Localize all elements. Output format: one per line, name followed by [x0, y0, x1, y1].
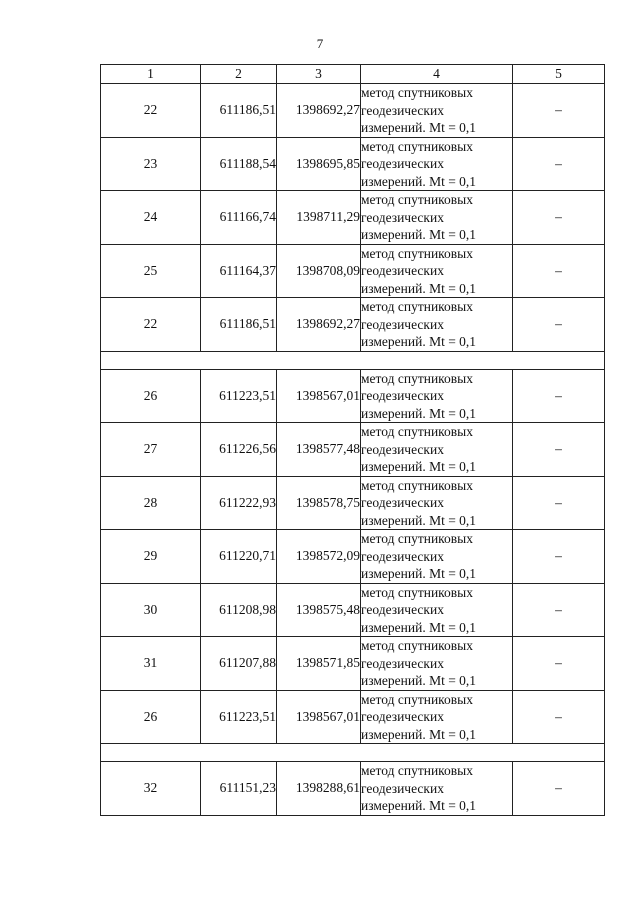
method-line: метод спутниковых [361, 477, 473, 493]
method-line: метод спутниковых [361, 299, 473, 314]
coordinate-x: 611220,71 [201, 530, 277, 584]
method-line: геодезических [361, 388, 444, 403]
table-row [101, 637, 605, 691]
method-line: геодезических [361, 602, 444, 617]
method-description [361, 369, 513, 423]
method-line: метод спутниковых [361, 370, 473, 386]
point-number: 25 [101, 244, 201, 298]
method-line: метод спутниковых [361, 192, 473, 207]
method-line: измерений. Mt = 0,1 [361, 619, 477, 635]
method-line: геодезических [361, 709, 444, 724]
method-line: измерений. Mt = 0,1 [361, 120, 477, 135]
method-line: измерений. Mt = 0,1 [361, 173, 477, 189]
coordinate-x: 611151,23 [201, 762, 277, 816]
method-line: метод спутниковых [361, 584, 473, 600]
method-line: геодезических [361, 263, 444, 278]
point-number: 27 [101, 423, 201, 477]
method-line: измерений. Mt = 0,1 [361, 673, 477, 688]
point-number: 26 [101, 690, 201, 744]
note-cell: – [513, 84, 605, 138]
note-cell: – [513, 690, 605, 744]
method-line: измерений. Mt = 0,1 [361, 459, 477, 474]
method-line: геодезических [361, 548, 444, 564]
method-line: метод спутниковых [361, 763, 473, 778]
coordinate-x: 611223,51 [201, 369, 277, 423]
column-header-5: 5 [513, 65, 605, 84]
note-cell: – [513, 369, 605, 423]
method-line: метод спутниковых [361, 85, 473, 100]
coordinate-x: 611226,56 [201, 423, 277, 477]
table-row [101, 191, 605, 245]
table-body [101, 65, 605, 816]
method-description [361, 530, 513, 584]
coordinate-x: 611166,74 [201, 191, 277, 245]
method-description [361, 690, 513, 744]
table-row [101, 298, 605, 352]
column-header-3: 3 [277, 65, 361, 84]
note-cell: – [513, 298, 605, 352]
coordinate-y: 1398575,48 [277, 583, 361, 637]
separator-cell [101, 744, 605, 762]
method-description [361, 476, 513, 530]
method-line: геодезических [361, 441, 444, 457]
page-number: 7 [316, 36, 324, 51]
method-description [361, 762, 513, 816]
note-cell: – [513, 637, 605, 691]
point-number: 22 [101, 84, 201, 138]
coordinate-x: 611207,88 [201, 637, 277, 691]
method-line: измерений. Mt = 0,1 [361, 227, 477, 242]
method-line: измерений. Mt = 0,1 [361, 280, 477, 296]
coordinates-table [100, 64, 605, 816]
coordinate-y: 1398567,01 [277, 690, 361, 744]
note-cell: – [513, 137, 605, 191]
method-line: измерений. Mt = 0,1 [361, 512, 477, 528]
note-cell: – [513, 530, 605, 584]
method-description [361, 137, 513, 191]
table-row [101, 476, 605, 530]
coordinate-y: 1398567,01 [277, 369, 361, 423]
separator-row [101, 351, 605, 369]
method-line: геодезических [361, 655, 444, 671]
method-line: измерений. Mt = 0,1 [361, 726, 477, 742]
point-number: 28 [101, 476, 201, 530]
table-row [101, 762, 605, 816]
coordinate-y: 1398578,75 [277, 476, 361, 530]
coordinate-x: 611222,93 [201, 476, 277, 530]
column-header-2: 2 [201, 65, 277, 84]
coordinate-y: 1398711,29 [277, 191, 361, 245]
method-line: геодезических [361, 495, 444, 510]
coordinate-x: 611186,51 [201, 84, 277, 138]
coordinate-y: 1398288,61 [277, 762, 361, 816]
table-row [101, 244, 605, 298]
method-line: геодезических [361, 209, 444, 225]
method-line: измерений. Mt = 0,1 [361, 566, 477, 581]
note-cell: – [513, 583, 605, 637]
table-row [101, 690, 605, 744]
method-line: метод спутниковых [361, 531, 473, 546]
point-number: 31 [101, 637, 201, 691]
method-line: геодезических [361, 780, 444, 796]
method-description [361, 244, 513, 298]
header-row [101, 65, 605, 84]
coordinate-x: 611186,51 [201, 298, 277, 352]
table-row [101, 137, 605, 191]
method-description [361, 191, 513, 245]
point-number: 23 [101, 137, 201, 191]
method-line: измерений. Mt = 0,1 [361, 334, 477, 349]
method-line: метод спутниковых [361, 245, 473, 261]
coordinate-x: 611164,37 [201, 244, 277, 298]
method-line: метод спутниковых [361, 691, 473, 707]
separator-row [101, 744, 605, 762]
method-description [361, 583, 513, 637]
note-cell: – [513, 476, 605, 530]
method-description [361, 423, 513, 477]
method-line: измерений. Mt = 0,1 [361, 798, 477, 813]
note-cell: – [513, 244, 605, 298]
point-number: 24 [101, 191, 201, 245]
coordinate-y: 1398692,27 [277, 84, 361, 138]
method-line: метод спутниковых [361, 138, 473, 154]
point-number: 26 [101, 369, 201, 423]
coordinate-x: 611188,54 [201, 137, 277, 191]
point-number: 32 [101, 762, 201, 816]
coordinate-y: 1398572,09 [277, 530, 361, 584]
column-header-4: 4 [361, 65, 513, 84]
method-line: измерений. Mt = 0,1 [361, 405, 477, 421]
method-description [361, 84, 513, 138]
coordinate-x: 611208,98 [201, 583, 277, 637]
note-cell: – [513, 191, 605, 245]
coordinate-x: 611223,51 [201, 690, 277, 744]
method-line: метод спутниковых [361, 638, 473, 653]
table-row [101, 583, 605, 637]
coordinate-y: 1398577,48 [277, 423, 361, 477]
point-number: 30 [101, 583, 201, 637]
column-header-1: 1 [101, 65, 201, 84]
method-line: геодезических [361, 102, 444, 118]
coordinate-y: 1398571,85 [277, 637, 361, 691]
point-number: 22 [101, 298, 201, 352]
coordinate-y: 1398692,27 [277, 298, 361, 352]
point-number: 29 [101, 530, 201, 584]
note-cell: – [513, 762, 605, 816]
note-cell: – [513, 423, 605, 477]
method-description [361, 637, 513, 691]
separator-cell [101, 351, 605, 369]
coordinate-y: 1398708,09 [277, 244, 361, 298]
table-row [101, 530, 605, 584]
method-line: метод спутниковых [361, 424, 473, 439]
method-line: геодезических [361, 316, 444, 332]
coordinate-y: 1398695,85 [277, 137, 361, 191]
table-row [101, 369, 605, 423]
method-line: геодезических [361, 156, 444, 171]
table-row [101, 84, 605, 138]
method-description [361, 298, 513, 352]
table-row [101, 423, 605, 477]
